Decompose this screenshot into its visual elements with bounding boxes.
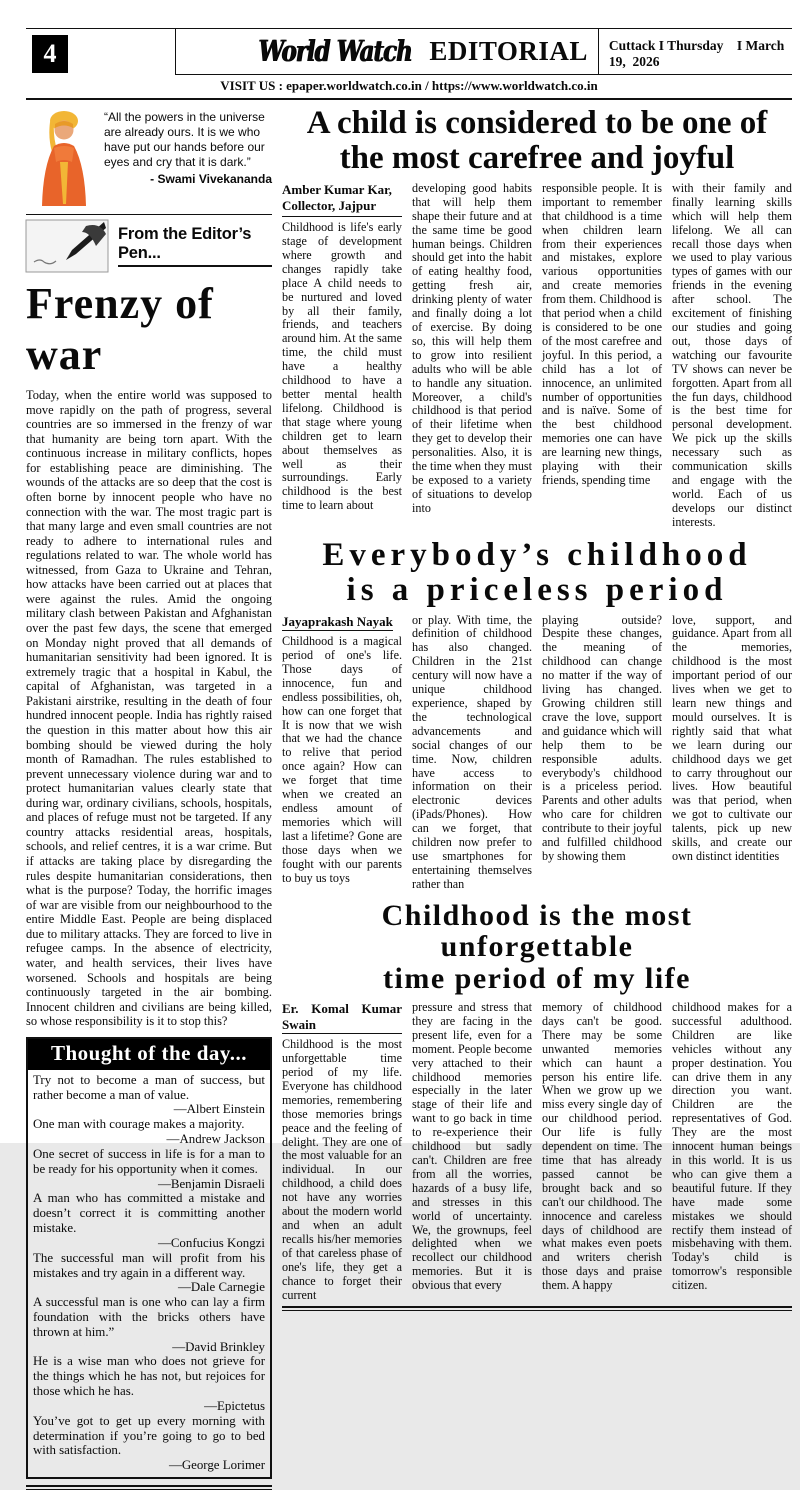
thought-quote-author: —Andrew Jackson xyxy=(166,1132,265,1147)
article3-headline-line1: Childhood is the most unforgettable xyxy=(381,898,693,964)
article3-column1-text: Childhood is the most unforgettable time period of my life. Everyone has childhood memories, remembering those memories brings peace and the feeling of delight. They are one of the most valuable for an individual. In our childhood, a child does not have any worries about the modern world and when an adult recalls his/her memories of that careless phase of one's life, they get a chance to forget their current xyxy=(282,1037,402,1302)
quote-text: “All the powers in the universe are already ours. It is we who have put our hands before our eyes and cry that it is dark.” xyxy=(104,110,265,169)
masthead-center xyxy=(176,29,599,75)
thought-quote-text: He is a wise man who does not grieve for the things which he has not, but rejoices for those which he has. xyxy=(33,1354,265,1399)
thought-quote-text: You’ve got to get up every morning with determination if you’re going to go to bed with satisfaction. xyxy=(33,1413,265,1458)
thought-quotes-list xyxy=(28,1070,270,1477)
editors-pen-label: From the Editor’s Pen... xyxy=(118,225,272,267)
thought-quote-author: —Benjamin Disraeli xyxy=(157,1176,265,1191)
article1-byline-name: Amber Kumar Kar, xyxy=(282,181,392,197)
left-column-bottom-rule xyxy=(26,1485,272,1490)
article1-column-4: with their family and finally learning skills which will help them lifelong. We all can recall those days when we used to play various types of games with our friends in the evening after school. The excitement of finishing our studies and going out, those days of watching our favourite TV shows can never be forgotten. Apart from all the fun days, childhood is the best time for personal development. We pick up the skills necessary such as communication skills and engage with the world. Each of us develops our distinct interests. xyxy=(672,180,792,529)
article3-column-2: pressure and stress that they are facing in the present life, even for a moment. People become very attached to their childhood memories especially in the later stage of their life and want to go back in time to re-experience their childhood but sadly can't. Children are free from all the worries, hazards of a busy life, and stresses in this world of uncertainty. We, the grownups, feel delighted when we recollect our childhood memories. But it is obvious that every xyxy=(412,1000,532,1293)
article3-column-1 xyxy=(282,1001,402,1302)
article2-column1-text: Childhood is a magical period of one's life. Those days of innocence, fun and endless possibilities, oh, how can one forget that It is now that we wish that we had the chance to relive that period once again? How can we forget that time when we created an endless amount of memories which will last a lifetime? Gone are those days when we fought with our parents to buy us toys xyxy=(282,634,402,885)
thought-quote-text: A man who has committed a mistake and doesn’t correct it is committing another mistake. xyxy=(33,1191,265,1236)
worldwatch-logo: World Watch xyxy=(258,34,412,69)
vivekananda-quote-box xyxy=(26,100,272,215)
article1-headline-line2: the most carefree and joyful xyxy=(339,139,735,176)
dateline: Cuttack I Thursday I March 19, 2026 xyxy=(599,29,792,75)
article2-column-3: playing outside? Despite these changes, the meaning of childhood can change no matter if the way of living has changed. Growing children still crave the love, support and guidance which will help them to be responsible adults. everybody's childhood is a priceless period. Parents and other adults who care for children contribute to their joyful and fulfilled childhood by showing them xyxy=(542,612,662,863)
masthead-top-row xyxy=(26,29,792,75)
article2-column-4: love, support, and guidance. Apart from all the memories, childhood is the most important period of our lives when we get to learn new things and mould ourselves. It is rightly said that what we learn during our childhood days we get to carry throughout our lives. How beautiful was that period, when we got to cultivate our talents, pick up new skills, and create our own distinct identities xyxy=(672,612,792,863)
masthead xyxy=(26,28,792,100)
article-priceless-period xyxy=(282,538,792,892)
article2-headline-line2: is a priceless period xyxy=(346,571,728,608)
visit-us-line[interactable]: VISIT US : epaper.worldwatch.co.in / https://www.worldwatch.co.in xyxy=(26,75,792,100)
editorial-headline: Frenzy of war xyxy=(26,279,214,379)
article-carefree-joyful xyxy=(282,106,792,530)
article1-byline-title: Collector, Jajpur xyxy=(282,197,377,213)
article2-byline: Jayaprakash Nayak xyxy=(282,614,393,632)
fountain-pen-writing-icon xyxy=(26,220,108,272)
article3-column-4: childhood makes for a successful adulthood. Children are like vehicles without any proper destination. You can drive them in any direction you want. Children are the representatives of God. They are the most innocent human beings in this world. It is us who can give them a beautiful future. If they have made some mistakes we should rectify them instead of misbehaving with them. Today's child is tomorrow's responsible citizen. xyxy=(672,1000,792,1293)
thought-quote-text: A successful man is one who can lay a firm foundation with the bricks others have thrown at him.” xyxy=(33,1295,265,1339)
editors-pen-banner xyxy=(26,215,272,276)
page-number-badge: 4 xyxy=(32,35,68,73)
section-title: EDITORIAL xyxy=(417,29,599,74)
article1-column-3: responsible people. It is important to remember that childhood is a time when children learn from their experiences and mistakes, explore various opportunities and create memories from them. Childhood is that period when a child is considered to be one of the most carefree and joyful. In this period, a child has a lot of innocence, an unlimited number of opportunities and is naïve. Some of the best childhood memories one can have are learning new things, playing with their friends, spending time xyxy=(542,180,662,487)
article1-column-1 xyxy=(282,182,402,530)
article2-headline xyxy=(282,538,792,608)
thought-quote-author: —Epictetus xyxy=(204,1398,265,1413)
article1-column1-text: Childhood is life's early stage of development where growth and changes rapidly take place A child needs to be nurtured and loved by all their family, friends, and teachers around him. At the same time, the child must have a healthy childhood to have a better mental health lifelong. Childhood is that stage where young children get to learn about themselves as well as their surroundings. Early childhood is the best time to learn about xyxy=(282,220,402,513)
editorial-body-text: Today, when the entire world was supposed to move rapidly on the path of progress, several countries are so immersed in the frenzy of war that humanity are being torn apart. With the continuous increase in military conflicts, hopes for establishing peace are diminishing. The wounds of the attacks are so deep that the cost is often borne by innocent people who have no connection with the war. The most tragic part is that many large and even small countries are not ready to adhere to international rules and regulations related to war. The whole world has witnessed, from Gaza to Ukraine and Tehran, how attacks have been carried out at places that were against the rules. Amid the ongoing military clash between Pakistan and Afghanistan over the past few days, the scene that emerged on Monday night proved that all demands of humanitarian sensitivity had been ignored. It is extremely tragic that a hospital in Kabul, the capital of Afghanistan, was targeted in a Pakistani airstrike, resulting in the death of four hundred innocent people. India has rightly raised the question in this matter about how this air bombing should be viewed during the holy month of Ramadhan. The rules established to prevent unnecessary violence during war and to protect humanitarian values clearly state that during war, ordinary civilians, schools, hospitals, and places of refuge must not be targeted. If any country attacks residential areas, hospitals, schools, and relief centres, it is a war crime. But if attacks are taking place by disregarding the rules despite humanitarian considerations, then what is the purpose? Today, the horrific images of war are visible from our neighbourhood to the entire Middle East. People are being displaced due to military attacks. They are forced to live in refugee camps. In the absence of electricity, water, and health services, their lives have worsened. Schools and hospitals are being continuously targeted in the air bombing. Innocent children and civilians are being killed, so whose responsibility is it to stop this? xyxy=(26,388,272,1029)
article1-column-2: developing good habits that will help them shape their future and at the same time be good human beings. Children should get into the habit of eating healthy food, getting fresh air, drinking plenty of water and finally doing a lot of exercise. By doing so, this will help them to grow into resilient adults who will be able to handle any situation. Moreover, a child's childhood is that period of their lifetime when they get to develop their personalities. Also, it is the time when they must be exposed to a variety of situations to develop into xyxy=(412,180,532,515)
thought-quote-text: The successful man will profit from his mistakes and try again in a different way. xyxy=(33,1250,265,1280)
thought-of-the-day-title: Thought of the day... xyxy=(28,1039,270,1070)
article3-columns xyxy=(282,1001,792,1302)
page-body xyxy=(26,100,792,1490)
thought-quote-author: —David Brinkley xyxy=(172,1339,265,1354)
article2-column-1 xyxy=(282,614,402,892)
article1-columns xyxy=(282,182,792,530)
right-region xyxy=(282,100,792,1490)
article2-headline-line1: Everybody’s childhood xyxy=(322,536,752,573)
right-region-bottom-rule xyxy=(282,1306,792,1311)
article3-column-3: memory of childhood days can't be good. There may be some unwanted memories which can haunt a person his entire life. When we grow up we miss every single day of our childhood period. Our life is fully dependent on time. The time that has already passed cannot be brought back and so can't our childhood. The innocence and careless days of childhood are what makes even poets and writers cherish those days and praise them. A happy xyxy=(542,1000,662,1293)
quote-author: - Swami Vivekananda xyxy=(150,172,272,186)
thought-quote-text: One man with courage makes a majority. xyxy=(33,1117,245,1132)
article3-headline xyxy=(282,900,792,995)
article3-byline: Er. Komal Kumar Swain xyxy=(282,1001,402,1034)
quote-content xyxy=(104,108,272,208)
article1-headline-line1: A child is considered to be one of xyxy=(306,105,768,141)
article3-headline-line2: time period of my life xyxy=(383,962,691,996)
thought-of-the-day-box xyxy=(26,1037,272,1479)
thought-quote-author: —George Lorimer xyxy=(168,1458,265,1473)
masthead-divider xyxy=(68,29,176,75)
thought-quote-text: Try not to become a man of success, but rather become a man of value. xyxy=(33,1072,265,1102)
thought-quote-text: One secret of success in life is for a man to be ready for his opportunity when it comes. xyxy=(33,1146,265,1176)
article1-headline xyxy=(282,106,792,176)
vivekananda-illustration-icon xyxy=(30,108,96,208)
article2-columns xyxy=(282,614,792,892)
article1-byline xyxy=(282,182,402,217)
thought-quote-author: —Dale Carnegie xyxy=(178,1280,265,1295)
thought-quote-author: —Albert Einstein xyxy=(173,1102,265,1117)
thought-quote-author: —Confucius Kongzi xyxy=(157,1235,265,1250)
article2-column-2: or play. With time, the definition of childhood has also changed. Children in the 21st century will now have a unique childhood experience, shaped by the technological advancements and social changes of our time. Now, children have access to information on their electronic devices (iPads/Phones). How can we forget, that children now prefer to use smartphones for entertaining themselves rather than xyxy=(412,612,532,891)
article-unforgettable-time xyxy=(282,900,792,1312)
left-column xyxy=(26,100,272,1490)
